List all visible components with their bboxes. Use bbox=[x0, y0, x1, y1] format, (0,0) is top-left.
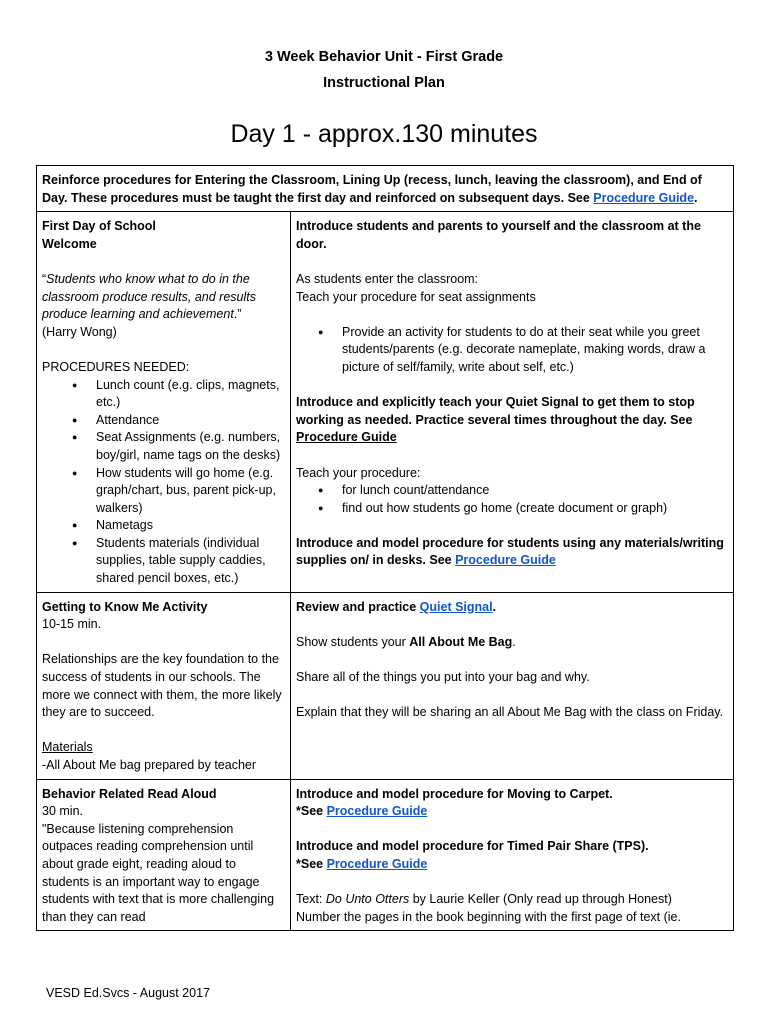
all-about-me-bag: All About Me Bag bbox=[409, 634, 513, 649]
review-end: . bbox=[492, 599, 497, 614]
materials-text: Introduce and model procedure for students using any materials/writing supplies on/ in desks. See bbox=[296, 535, 724, 568]
procedures-list bbox=[42, 377, 285, 588]
wong-quote bbox=[42, 271, 285, 324]
book-rest: by Laurie Keller (Only read up through Honest) bbox=[409, 892, 672, 907]
tps-procedure-guide-link[interactable]: Procedure Guide bbox=[326, 856, 428, 871]
plan-table bbox=[36, 165, 734, 931]
show-bag-paragraph bbox=[296, 634, 728, 652]
intro-row bbox=[37, 166, 734, 212]
row-getting-to-know-me bbox=[37, 592, 734, 779]
carpet-heading: Introduce and model procedure for Moving to Carpet. bbox=[296, 786, 613, 801]
enter-line: As students enter the classroom: bbox=[296, 271, 479, 286]
materials-label: Materials bbox=[42, 740, 93, 755]
materials-procedure-guide-link[interactable]: Procedure Guide bbox=[455, 553, 556, 568]
carpet-procedure-guide-link[interactable]: Procedure Guide bbox=[326, 804, 428, 819]
document-subtitle: Instructional Plan bbox=[323, 75, 445, 91]
quote-open: “ bbox=[42, 271, 47, 286]
review-paragraph bbox=[296, 599, 728, 617]
relationships-paragraph: Relationships are the key foundation to the success of students in our schools. The more we connect with them, the more likely they are to succeed. bbox=[42, 652, 282, 720]
tps-heading: Introduce and model procedure for Timed Pair Share (TPS). bbox=[296, 839, 649, 854]
quiet-signal-procedure-guide-link[interactable]: Procedure Guide bbox=[296, 430, 397, 445]
carpet-see bbox=[296, 803, 728, 821]
text-line bbox=[296, 891, 728, 909]
tps-see-text: *See bbox=[296, 856, 327, 871]
number-line: Number the pages in the book beginning with the first page of text (ie. bbox=[296, 909, 681, 924]
intro-procedure-guide-link[interactable]: Procedure Guide bbox=[593, 190, 695, 205]
quiet-signal-link[interactable]: Quiet Signal bbox=[419, 599, 493, 614]
quiet-signal-text: Introduce and explicitly teach your Quiet Signal to get them to stop working as needed. Practice several times throughout the day. See bbox=[296, 395, 695, 427]
list-item: ● How students will go home (e.g. graph/chart, bus, parent pick-up, walkers) bbox=[92, 465, 285, 518]
tps-see bbox=[296, 856, 728, 874]
getting-to-know-duration: 10-15 min. bbox=[42, 617, 102, 632]
text-label: Text: bbox=[296, 892, 326, 907]
footer-text: VESD Ed.Svcs - August 2017 bbox=[46, 986, 210, 1000]
first-day-left-cell bbox=[37, 212, 291, 592]
share-line: Share all of the things you put into your bag and why. bbox=[296, 670, 590, 685]
materials-paragraph bbox=[296, 535, 728, 570]
teach-line: Teach your procedure: bbox=[296, 465, 421, 480]
list-item: ● Attendance bbox=[92, 412, 285, 430]
quote-text: Students who know what to do in the classroom produce results, and results produce learning and achievement bbox=[42, 271, 256, 322]
document-title: 3 Week Behavior Unit - First Grade bbox=[264, 49, 504, 65]
carpet-see-text: *See bbox=[296, 804, 327, 819]
introduce-heading: Introduce students and parents to yourself and the classroom at the door. bbox=[296, 219, 701, 251]
read-aloud-left-cell bbox=[37, 779, 291, 931]
getting-to-know-right-cell bbox=[291, 592, 734, 779]
first-day-right-cell bbox=[291, 212, 734, 592]
teach-list bbox=[296, 482, 728, 517]
intro-text: Reinforce procedures for Entering the Classroom, Lining Up (recess, lunch, leaving the classroom), and End of Day. These procedures must be taught the first day and reinforced on subsequent days. See bbox=[42, 173, 702, 205]
row-first-day bbox=[37, 212, 734, 592]
book-title: Do Unto Otters bbox=[325, 892, 410, 907]
list-item: ● find out how students go home (create document or graph) bbox=[338, 500, 728, 518]
day-heading: Day 1 - approx.130 minutes bbox=[230, 120, 538, 148]
explain-line: Explain that they will be sharing an all About Me Bag with the class on Friday. bbox=[296, 705, 724, 720]
quote-author: (Harry Wong) bbox=[42, 324, 117, 339]
getting-to-know-heading: Getting to Know Me Activity bbox=[42, 599, 208, 614]
row-read-aloud bbox=[37, 779, 734, 931]
show-end: . bbox=[512, 634, 516, 649]
list-item: ● Provide an activity for students to do at their seat while you greet students/parents (e.g. decorate nameplate, making words, draw a picture of self/family, write about self, etc.) bbox=[338, 324, 728, 377]
getting-to-know-left-cell bbox=[37, 592, 291, 779]
show-text: Show students your bbox=[296, 634, 410, 649]
list-item: ● Lunch count (e.g. clips, magnets, etc.) bbox=[92, 377, 285, 412]
intro-cell bbox=[37, 166, 734, 212]
read-aloud-duration: 30 min. bbox=[42, 804, 83, 819]
seat-line: Teach your procedure for seat assignments bbox=[296, 289, 536, 304]
welcome-heading: Welcome bbox=[42, 236, 97, 251]
quote-close: .” bbox=[233, 307, 242, 322]
read-aloud-right-cell bbox=[291, 779, 734, 931]
intro-paragraph bbox=[42, 172, 728, 207]
activity-list bbox=[296, 324, 728, 377]
first-day-heading: First Day of School bbox=[42, 219, 156, 234]
intro-end: . bbox=[694, 190, 698, 205]
read-aloud-body: "Because listening comprehension outpaces reading comprehension until about grade eight, reading aloud to students is an important way to engage students with text that is more challenging than they can read bbox=[42, 821, 275, 924]
procedures-label: PROCEDURES NEEDED: bbox=[42, 359, 190, 374]
review-text: Review and practice bbox=[296, 599, 420, 614]
list-item: ● Seat Assignments (e.g. numbers, boy/girl, name tags on the desks) bbox=[92, 429, 285, 464]
list-item: ● Nametags bbox=[92, 517, 285, 535]
read-aloud-heading: Behavior Related Read Aloud bbox=[42, 786, 217, 801]
list-item: ● Students materials (individual supplies, table supply caddies, shared pencil boxes, etc.) bbox=[92, 535, 285, 588]
materials-item: -All About Me bag prepared by teacher bbox=[42, 758, 257, 772]
list-item: ● for lunch count/attendance bbox=[338, 482, 728, 500]
quiet-signal-paragraph bbox=[296, 394, 728, 447]
